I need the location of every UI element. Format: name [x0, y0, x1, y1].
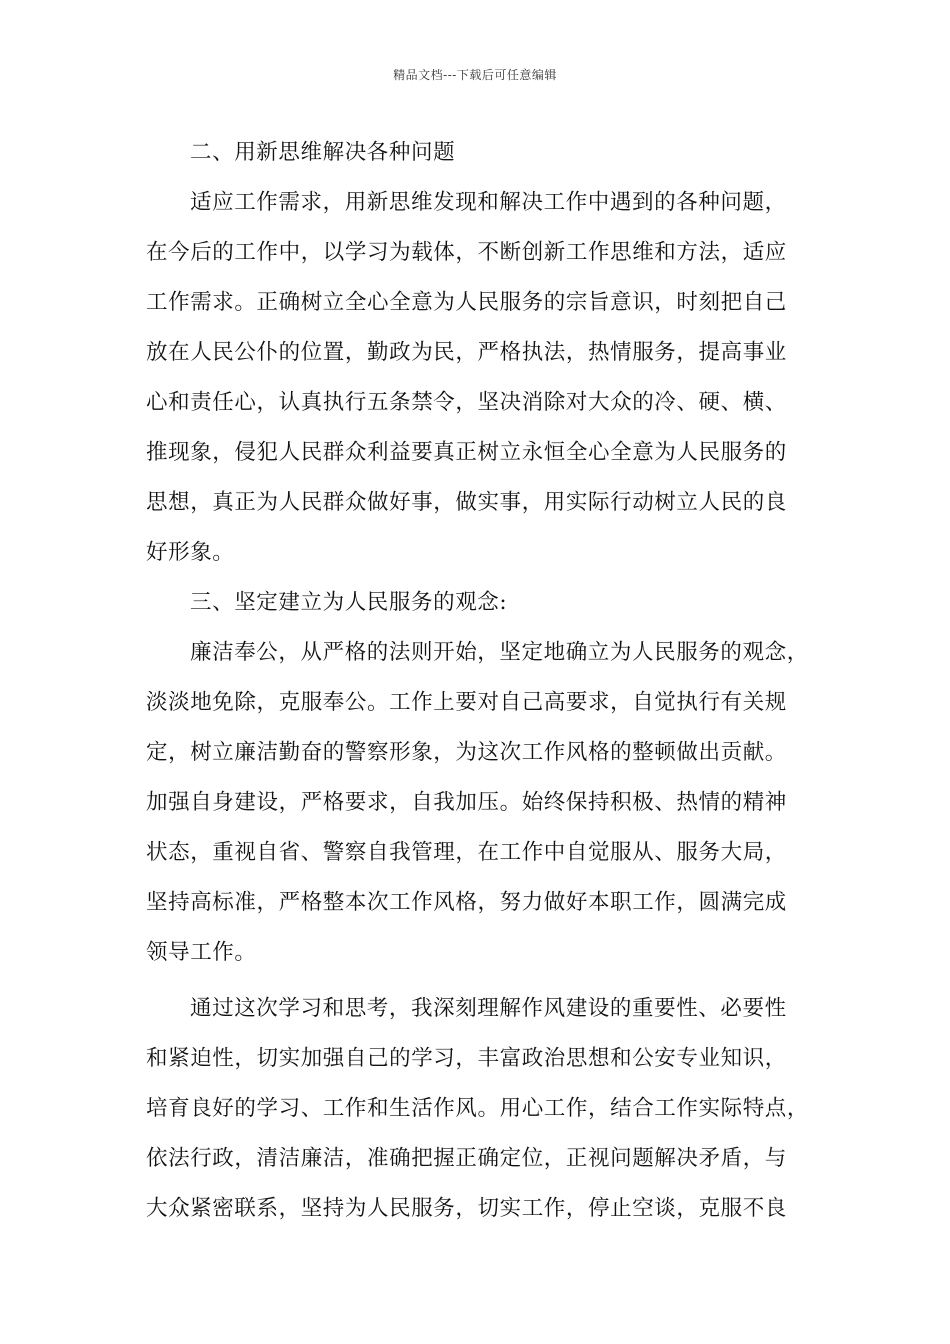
paragraph-line: 状态，重视自省、警察自我管理，在工作中自觉服从、服务大局，: [146, 840, 787, 865]
paragraph-line: 通过这次学习和思考，我深刻理解作风建设的重要性、必要性: [190, 996, 787, 1021]
paragraph-line: 加强自身建设，严格要求，自我加压。始终保持积极、热情的精神: [146, 790, 787, 815]
paragraph-line: 适应工作需求，用新思维发现和解决工作中遇到的各种问题，: [190, 190, 787, 215]
paragraph-line: 培育良好的学习、工作和生活作风。用心工作，结合工作实际特点，: [146, 1096, 810, 1121]
paragraph-line: 坚持高标准，严格整本次工作风格，努力做好本职工作，圆满完成: [146, 890, 787, 915]
paragraph-line: 心和责任心，认真执行五条禁令，坚决消除对大众的冷、硬、横、: [146, 390, 787, 415]
paragraph-line: 依法行政，清洁廉洁，准确把握正确定位，正视问题解决矛盾，与: [146, 1146, 787, 1171]
paragraph-line: 思想，真正为人民群众做好事，做实事，用实际行动树立人民的良: [146, 490, 787, 515]
paragraph-line: 廉洁奉公，从严格的法则开始，坚定地确立为人民服务的观念，: [190, 640, 809, 665]
section-heading-2: 二、用新思维解决各种问题: [190, 140, 456, 165]
paragraph-line: 大众紧密联系，坚持为人民服务，切实工作，停止空谈，克服不良: [146, 1196, 787, 1221]
paragraph-line: 在今后的工作中，以学习为载体，不断创新工作思维和方法，适应: [146, 240, 787, 265]
paragraph-line: 放在人民公仆的位置，勤政为民，严格执法，热情服务，提高事业: [146, 340, 787, 365]
document-body: [146, 128, 822, 1234]
paragraph-line: 领导工作。: [146, 940, 257, 965]
section-heading-3: 三、坚定建立为人民服务的观念:: [190, 590, 508, 615]
paragraph-line: 淡淡地免除，克服奉公。工作上要对自己高要求，自觉执行有关规: [146, 690, 787, 715]
paragraph-line: 定，树立廉洁勤奋的警察形象，为这次工作风格的整顿做出贡献。: [146, 740, 787, 765]
paragraph-line: 工作需求。正确树立全心全意为人民服务的宗旨意识，时刻把自己: [146, 290, 787, 315]
paragraph-line: 好形象。: [146, 540, 235, 565]
page-header: 精品文档---下载后可任意编辑: [393, 68, 557, 82]
paragraph-line: 推现象，侵犯人民群众利益要真正树立永恒全心全意为人民服务的: [146, 440, 787, 465]
paragraph-line: 和紧迫性，切实加强自己的学习，丰富政治思想和公安专业知识，: [146, 1046, 787, 1071]
